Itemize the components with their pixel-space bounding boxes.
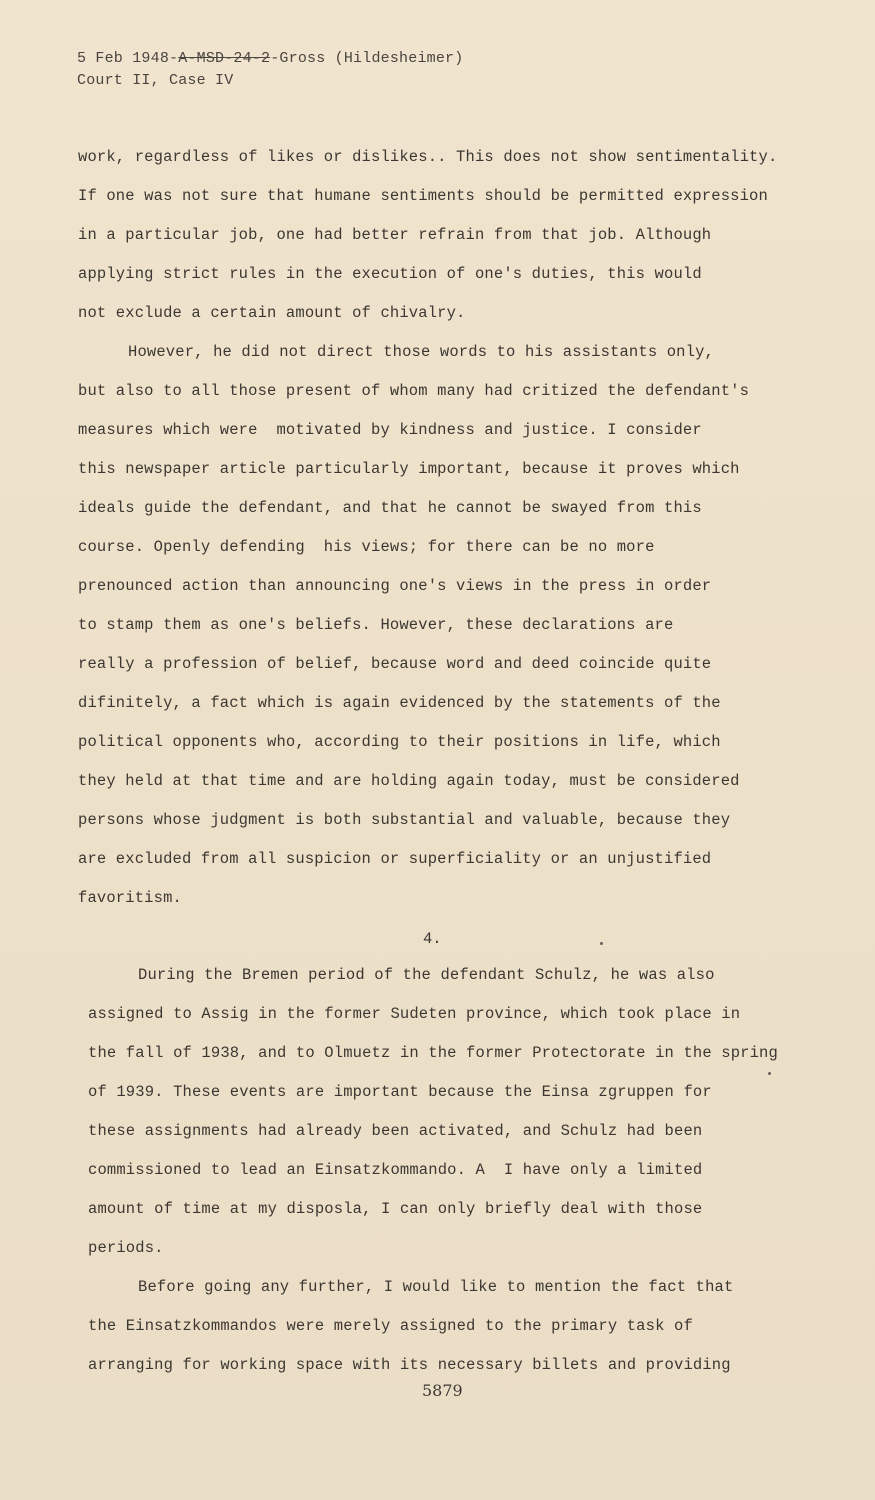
text-line: However, he did not direct those words to his assistants only,: [128, 343, 714, 361]
ink-speck: [600, 942, 603, 945]
section-number: 4.: [423, 930, 442, 948]
text-line: measures which were motivated by kindness and justice. I consider: [78, 421, 702, 439]
text-line: commissioned to lead an Einsatzkommando. A I have only a limited: [88, 1161, 703, 1179]
text-line: difinitely, a fact which is again evidenced by the statements of the: [78, 694, 721, 712]
header-line-1: [77, 48, 463, 70]
body-text-top: [78, 146, 798, 926]
ink-speck: [768, 1072, 771, 1075]
text-line: are excluded from all suspicion or superficiality or an unjustified: [78, 850, 712, 868]
header-line-2: Court II, Case IV: [77, 72, 234, 89]
text-line: Before going any further, I would like to mention the fact that: [138, 1278, 734, 1296]
text-line: political opponents who, according to their positions in life, which: [78, 733, 721, 751]
header-struck-reference: A-MSD-24-2: [178, 50, 271, 67]
document-header: [77, 48, 463, 92]
text-line: to stamp them as one's beliefs. However, these declarations are: [78, 616, 674, 634]
text-line: course. Openly defending his views; for there can be no more: [78, 538, 655, 556]
body-text-bottom: [88, 964, 808, 1393]
text-line: this newspaper article particularly important, because it proves which: [78, 460, 740, 478]
text-line: periods.: [88, 1239, 164, 1257]
text-line: the Einsatzkommandos were merely assigned to the primary task of: [88, 1317, 693, 1335]
text-line: the fall of 1938, and to Olmuetz in the former Protectorate in the spring: [88, 1044, 778, 1062]
text-line: amount of time at my disposla, I can only briefly deal with those: [88, 1200, 703, 1218]
text-line: in a particular job, one had better refrain from that job. Although: [78, 226, 712, 244]
text-line: If one was not sure that humane sentiments should be permitted expression: [78, 187, 768, 205]
text-line: really a profession of belief, because word and deed coincide quite: [78, 655, 712, 673]
text-line: not exclude a certain amount of chivalry.: [78, 304, 466, 322]
text-line: but also to all those present of whom many had critized the defendant's: [78, 382, 750, 400]
header-speaker: -Gross (Hildesheimer): [270, 50, 464, 67]
text-line: assigned to Assig in the former Sudeten province, which took place in: [88, 1005, 741, 1023]
text-line: persons whose judgment is both substantial and valuable, because they: [78, 811, 731, 829]
text-line: they held at that time and are holding again today, must be considered: [78, 772, 740, 790]
text-line: During the Bremen period of the defendant Schulz, he was also: [138, 966, 715, 984]
text-line: applying strict rules in the execution of one's duties, this would: [78, 265, 702, 283]
text-line: of 1939. These events are important because the Einsa zgruppen for: [88, 1083, 712, 1101]
header-date: 5 Feb 1948-: [77, 50, 179, 67]
text-line: arranging for working space with its necessary billets and providing: [88, 1356, 731, 1374]
page-number: 5879: [422, 1381, 463, 1400]
text-line: prenounced action than announcing one's views in the press in order: [78, 577, 712, 595]
text-line: these assignments had already been activated, and Schulz had been: [88, 1122, 703, 1140]
text-line: favoritism.: [78, 889, 182, 907]
text-line: ideals guide the defendant, and that he cannot be swayed from this: [78, 499, 702, 517]
text-line: work, regardless of likes or dislikes.. This does not show sentimentality.: [78, 148, 778, 166]
